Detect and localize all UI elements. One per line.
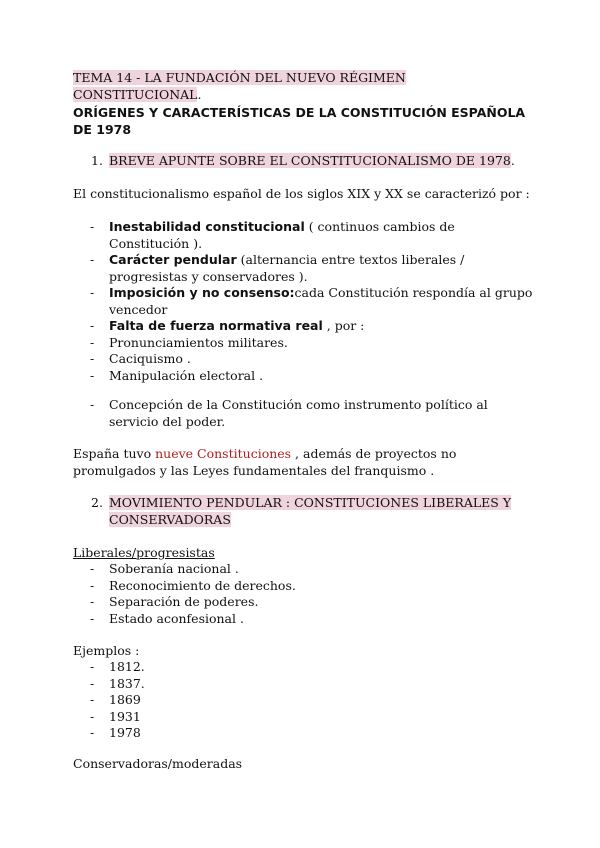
list-item: - Soberanía nacional . <box>73 561 533 578</box>
list-item: - Reconocimiento de derechos. <box>73 578 533 595</box>
document-title: TEMA 14 - LA FUNDACIÓN DEL NUEVO RÉGIMEN CONSTITUCIONAL. <box>73 70 406 102</box>
list-item: - Concepción de la Constitución como instrumento político al servicio del poder. <box>73 397 533 430</box>
list-item: - Manipulación electoral . <box>73 368 533 385</box>
list-item: - Imposición y no consenso:cada Constitución respondía al grupo vencedor <box>73 285 533 318</box>
intro-paragraph: El constitucionalismo español de los siglos XIX y XX se caracterizó por : <box>73 186 530 201</box>
ejemplos-title: Ejemplos : <box>73 643 140 658</box>
list-item: - Caciquismo . <box>73 351 533 368</box>
section-1-list <box>73 153 533 170</box>
list-item: - Estado aconfesional . <box>73 611 533 628</box>
document-subtitle: ORÍGENES Y CARACTERÍSTICAS DE LA CONSTITUCIÓN ESPAÑOLA DE 1978 <box>73 105 526 137</box>
features-list <box>73 219 533 384</box>
nueve-constituciones-text: nueve Constituciones <box>155 446 292 461</box>
section-2-heading: 2. MOVIMIENTO PENDULAR : CONSTITUCIONES LIBERALES Y CONSERVADORAS <box>91 495 512 527</box>
list-item: - Separación de poderes. <box>73 594 533 611</box>
liberales-list <box>73 561 533 627</box>
list-item: - Carácter pendular (alternancia entre textos liberales / progresistas y conservadores ). <box>73 252 533 285</box>
section-2-list <box>73 495 533 528</box>
list-item: - Pronunciamientos militares. <box>73 335 533 352</box>
list-item: - Falta de fuerza normativa real , por : <box>73 318 533 335</box>
list-item: - 1931 <box>73 709 533 726</box>
section-1-heading: 1. BREVE APUNTE SOBRE EL CONSTITUCIONALISMO DE 1978. <box>91 153 515 168</box>
list-item: - 1978 <box>73 725 533 742</box>
ejemplos-list <box>73 659 533 742</box>
list-item: - 1812. <box>73 659 533 676</box>
list-item: - 1869 <box>73 692 533 709</box>
document-title-text: TEMA 14 - LA FUNDACIÓN DEL NUEVO RÉGIMEN CONSTITUCIONAL <box>73 70 406 102</box>
conservadoras-title: Conservadoras/moderadas <box>73 756 243 771</box>
concept-list <box>73 397 533 430</box>
liberales-title: Liberales/progresistas <box>73 545 215 560</box>
spain-paragraph: España tuvo nueve Constituciones , además de proyectos no promulgados y las Leyes fundamentales del franquismo . <box>73 446 457 478</box>
list-item: - Inestabilidad constitucional ( continuos cambios de Constitución ). <box>73 219 533 252</box>
list-item: - 1837. <box>73 676 533 693</box>
